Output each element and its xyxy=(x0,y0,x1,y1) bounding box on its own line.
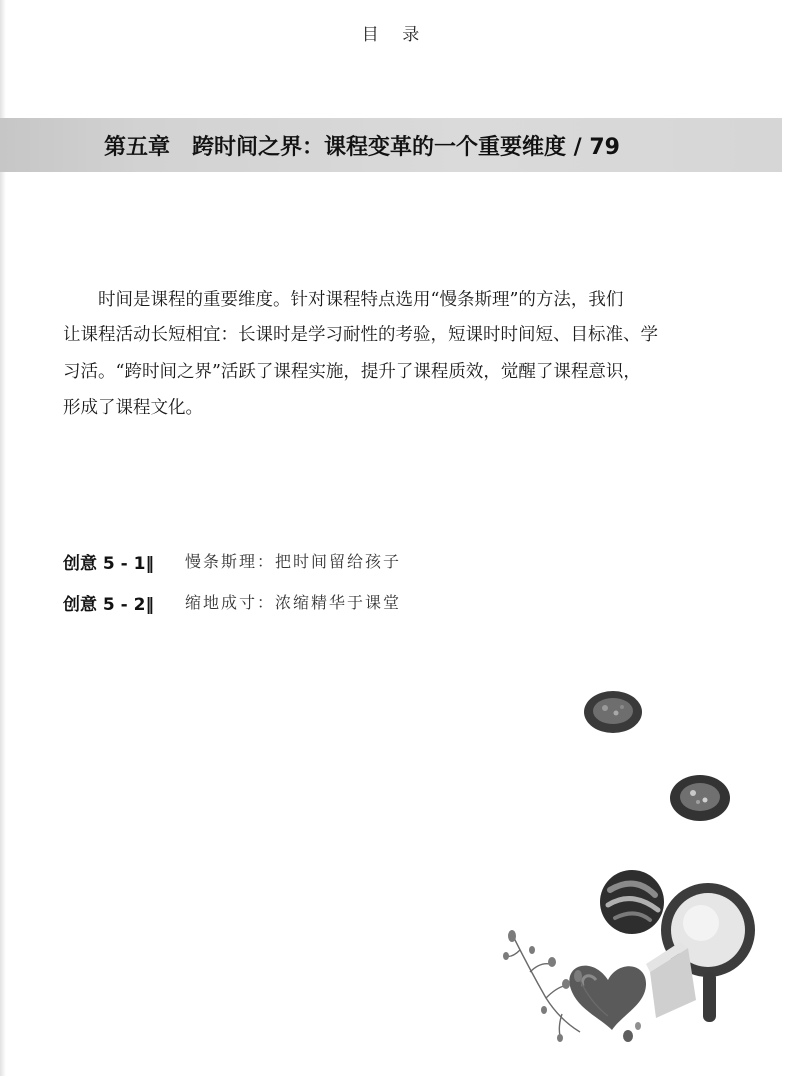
toc-entry-number: 创意 5 - 2‖ xyxy=(63,595,154,615)
herb-bowl-icon xyxy=(670,775,730,821)
chapter-label: 第五章 xyxy=(104,135,171,160)
food-and-flowers-illustration xyxy=(500,680,790,1076)
chapter-title: 跨时间之界：课程变革的一个重要维度 / 79 xyxy=(192,135,620,160)
intro-line-2: 让课程活动长短相宜：长课时是学习耐性的考验，短课时时间短、目标准、学 xyxy=(63,325,658,345)
intro-line-4: 形成了课程文化。 xyxy=(63,398,203,418)
toc-entry-title: 慢条斯理：把时间留给孩子 xyxy=(185,552,402,571)
chapter-heading[interactable] xyxy=(104,130,620,161)
toc-entry-title: 缩地成寸：浓缩精华于课堂 xyxy=(185,593,402,612)
toc-entry-number: 创意 5 - 1‖ xyxy=(63,554,154,574)
intro-line-1: 时间是课程的重要维度。针对课程特点选用“慢条斯理”的方法，我们 xyxy=(98,290,624,310)
chili-bowl-icon xyxy=(600,870,664,934)
spice-bowl-icon xyxy=(584,691,642,733)
toc-entry[interactable] xyxy=(63,590,402,615)
toc-entry[interactable] xyxy=(63,549,402,574)
running-head: 目 录 xyxy=(361,25,429,45)
intro-line-3: 习活。“跨时间之界”活跃了课程实施，提升了课程质效，觉醒了课程意识， xyxy=(63,362,641,382)
cheese-icon xyxy=(646,942,696,1018)
